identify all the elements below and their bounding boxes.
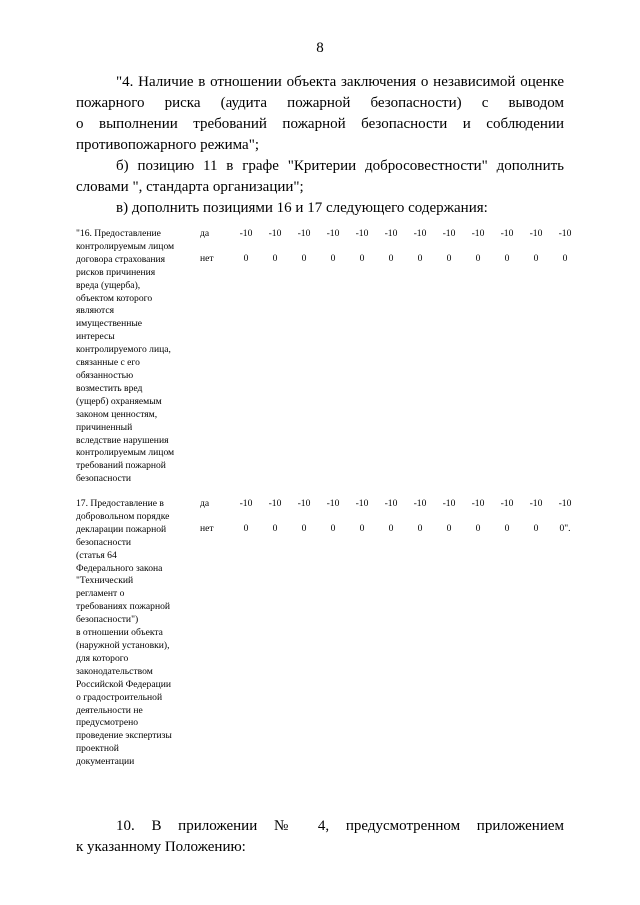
score-yes-cell: -10 <box>529 228 543 239</box>
score-yes-cell: -10 <box>442 498 456 509</box>
score-no-cell: 0 <box>330 523 336 534</box>
paragraph-line: о выполнении требований пожарной безопасности и соблюдении <box>76 116 564 132</box>
page-number: 8 <box>316 40 324 56</box>
option-no-label: нет <box>200 523 214 534</box>
score-yes-cell: -10 <box>471 498 485 509</box>
score-no-cell: 0". <box>559 523 571 534</box>
score-yes-cell: -10 <box>558 498 572 509</box>
paragraph-item-b <box>76 156 564 198</box>
paragraph-line: пожарного риска (аудита пожарной безопасности) с выводом <box>76 95 564 111</box>
score-no-cell: 0 <box>446 253 452 264</box>
score-yes-cell: -10 <box>442 228 456 239</box>
score-no-cell: 0 <box>504 523 510 534</box>
score-no-cell: 0 <box>562 253 568 264</box>
score-no-cell: 0 <box>504 253 510 264</box>
score-no-cell: 0 <box>417 523 423 534</box>
score-yes-cell: -10 <box>355 498 369 509</box>
score-yes-cell: -10 <box>239 228 253 239</box>
criteria-row-16 <box>76 228 572 486</box>
paragraph-line: к указанному Положению: <box>76 839 246 855</box>
score-yes-cell: -10 <box>413 498 427 509</box>
option-yes-label: да <box>200 228 210 239</box>
paragraph-line: в) дополнить позициями 16 и 17 следующего содержания: <box>116 200 488 216</box>
score-no-cell: 0 <box>272 523 278 534</box>
score-yes-cell: -10 <box>558 228 572 239</box>
score-yes-cell: -10 <box>297 498 311 509</box>
score-no-cell: 0 <box>301 253 307 264</box>
criteria-description: 17. Предоставление в добровольном порядке декларации пожарной безопасности (статья 64 Федерального закона "Технический регламент о требованиях пожарной безопасности") в отношении объекта (наружной установки), для которого законодательством Российской Федерации о градостроительной деятельности не предусмотрено проведение экспертизы проектной документации <box>76 498 172 768</box>
score-yes-cell: -10 <box>500 228 514 239</box>
score-no-cell: 0 <box>243 253 249 264</box>
criteria-row-17 <box>76 498 572 770</box>
paragraph-line: словами ", стандарта организации"; <box>76 179 304 195</box>
score-no-cell: 0 <box>417 253 423 264</box>
score-yes-cell: -10 <box>239 498 253 509</box>
score-no-cell: 0 <box>446 523 452 534</box>
paragraph-line: "4. Наличие в отношении объекта заключения о независимой оценке <box>116 74 564 90</box>
score-yes-cell: -10 <box>355 228 369 239</box>
score-no-cell: 0 <box>330 253 336 264</box>
paragraph-line: противопожарного режима"; <box>76 137 260 153</box>
score-no-cell: 0 <box>272 253 278 264</box>
score-no-cell: 0 <box>243 523 249 534</box>
score-no-cell: 0 <box>533 253 539 264</box>
score-no-cell: 0 <box>359 253 365 264</box>
score-yes-cell: -10 <box>384 498 398 509</box>
score-no-cell: 0 <box>388 523 394 534</box>
paragraph-item-10 <box>76 816 564 858</box>
score-no-cell: 0 <box>475 523 481 534</box>
paragraph-line: б) позицию 11 в графе "Критерии добросовестности" дополнить <box>116 158 564 174</box>
criteria-description: "16. Предоставление контролируемым лицом договора страхования рисков причинения вреда (ущерба), объектом которого являются имущественные интересы контролируемого лица, связанные с его обязанностью возместить вред (ущерб) охраняемым законом ценностям, причиненный вследствие нарушения контролируемым лицом требований пожарной безопасности <box>76 228 175 485</box>
option-no-label: нет <box>200 253 214 264</box>
option-yes-label: да <box>200 498 210 509</box>
score-yes-cell: -10 <box>529 498 543 509</box>
paragraph-item-v <box>76 198 564 219</box>
score-yes-cell: -10 <box>500 498 514 509</box>
score-yes-cell: -10 <box>297 228 311 239</box>
score-no-cell: 0 <box>301 523 307 534</box>
score-yes-cell: -10 <box>326 228 340 239</box>
score-yes-cell: -10 <box>326 498 340 509</box>
paragraph-line: 10. В приложении № 4, предусмотренном приложением <box>116 818 564 834</box>
score-yes-cell: -10 <box>268 228 282 239</box>
score-no-cell: 0 <box>388 253 394 264</box>
score-no-cell: 0 <box>533 523 539 534</box>
paragraph-item-4 <box>76 72 564 156</box>
score-yes-cell: -10 <box>268 498 282 509</box>
score-no-cell: 0 <box>475 253 481 264</box>
score-yes-cell: -10 <box>413 228 427 239</box>
score-no-cell: 0 <box>359 523 365 534</box>
score-yes-cell: -10 <box>384 228 398 239</box>
score-yes-cell: -10 <box>471 228 485 239</box>
